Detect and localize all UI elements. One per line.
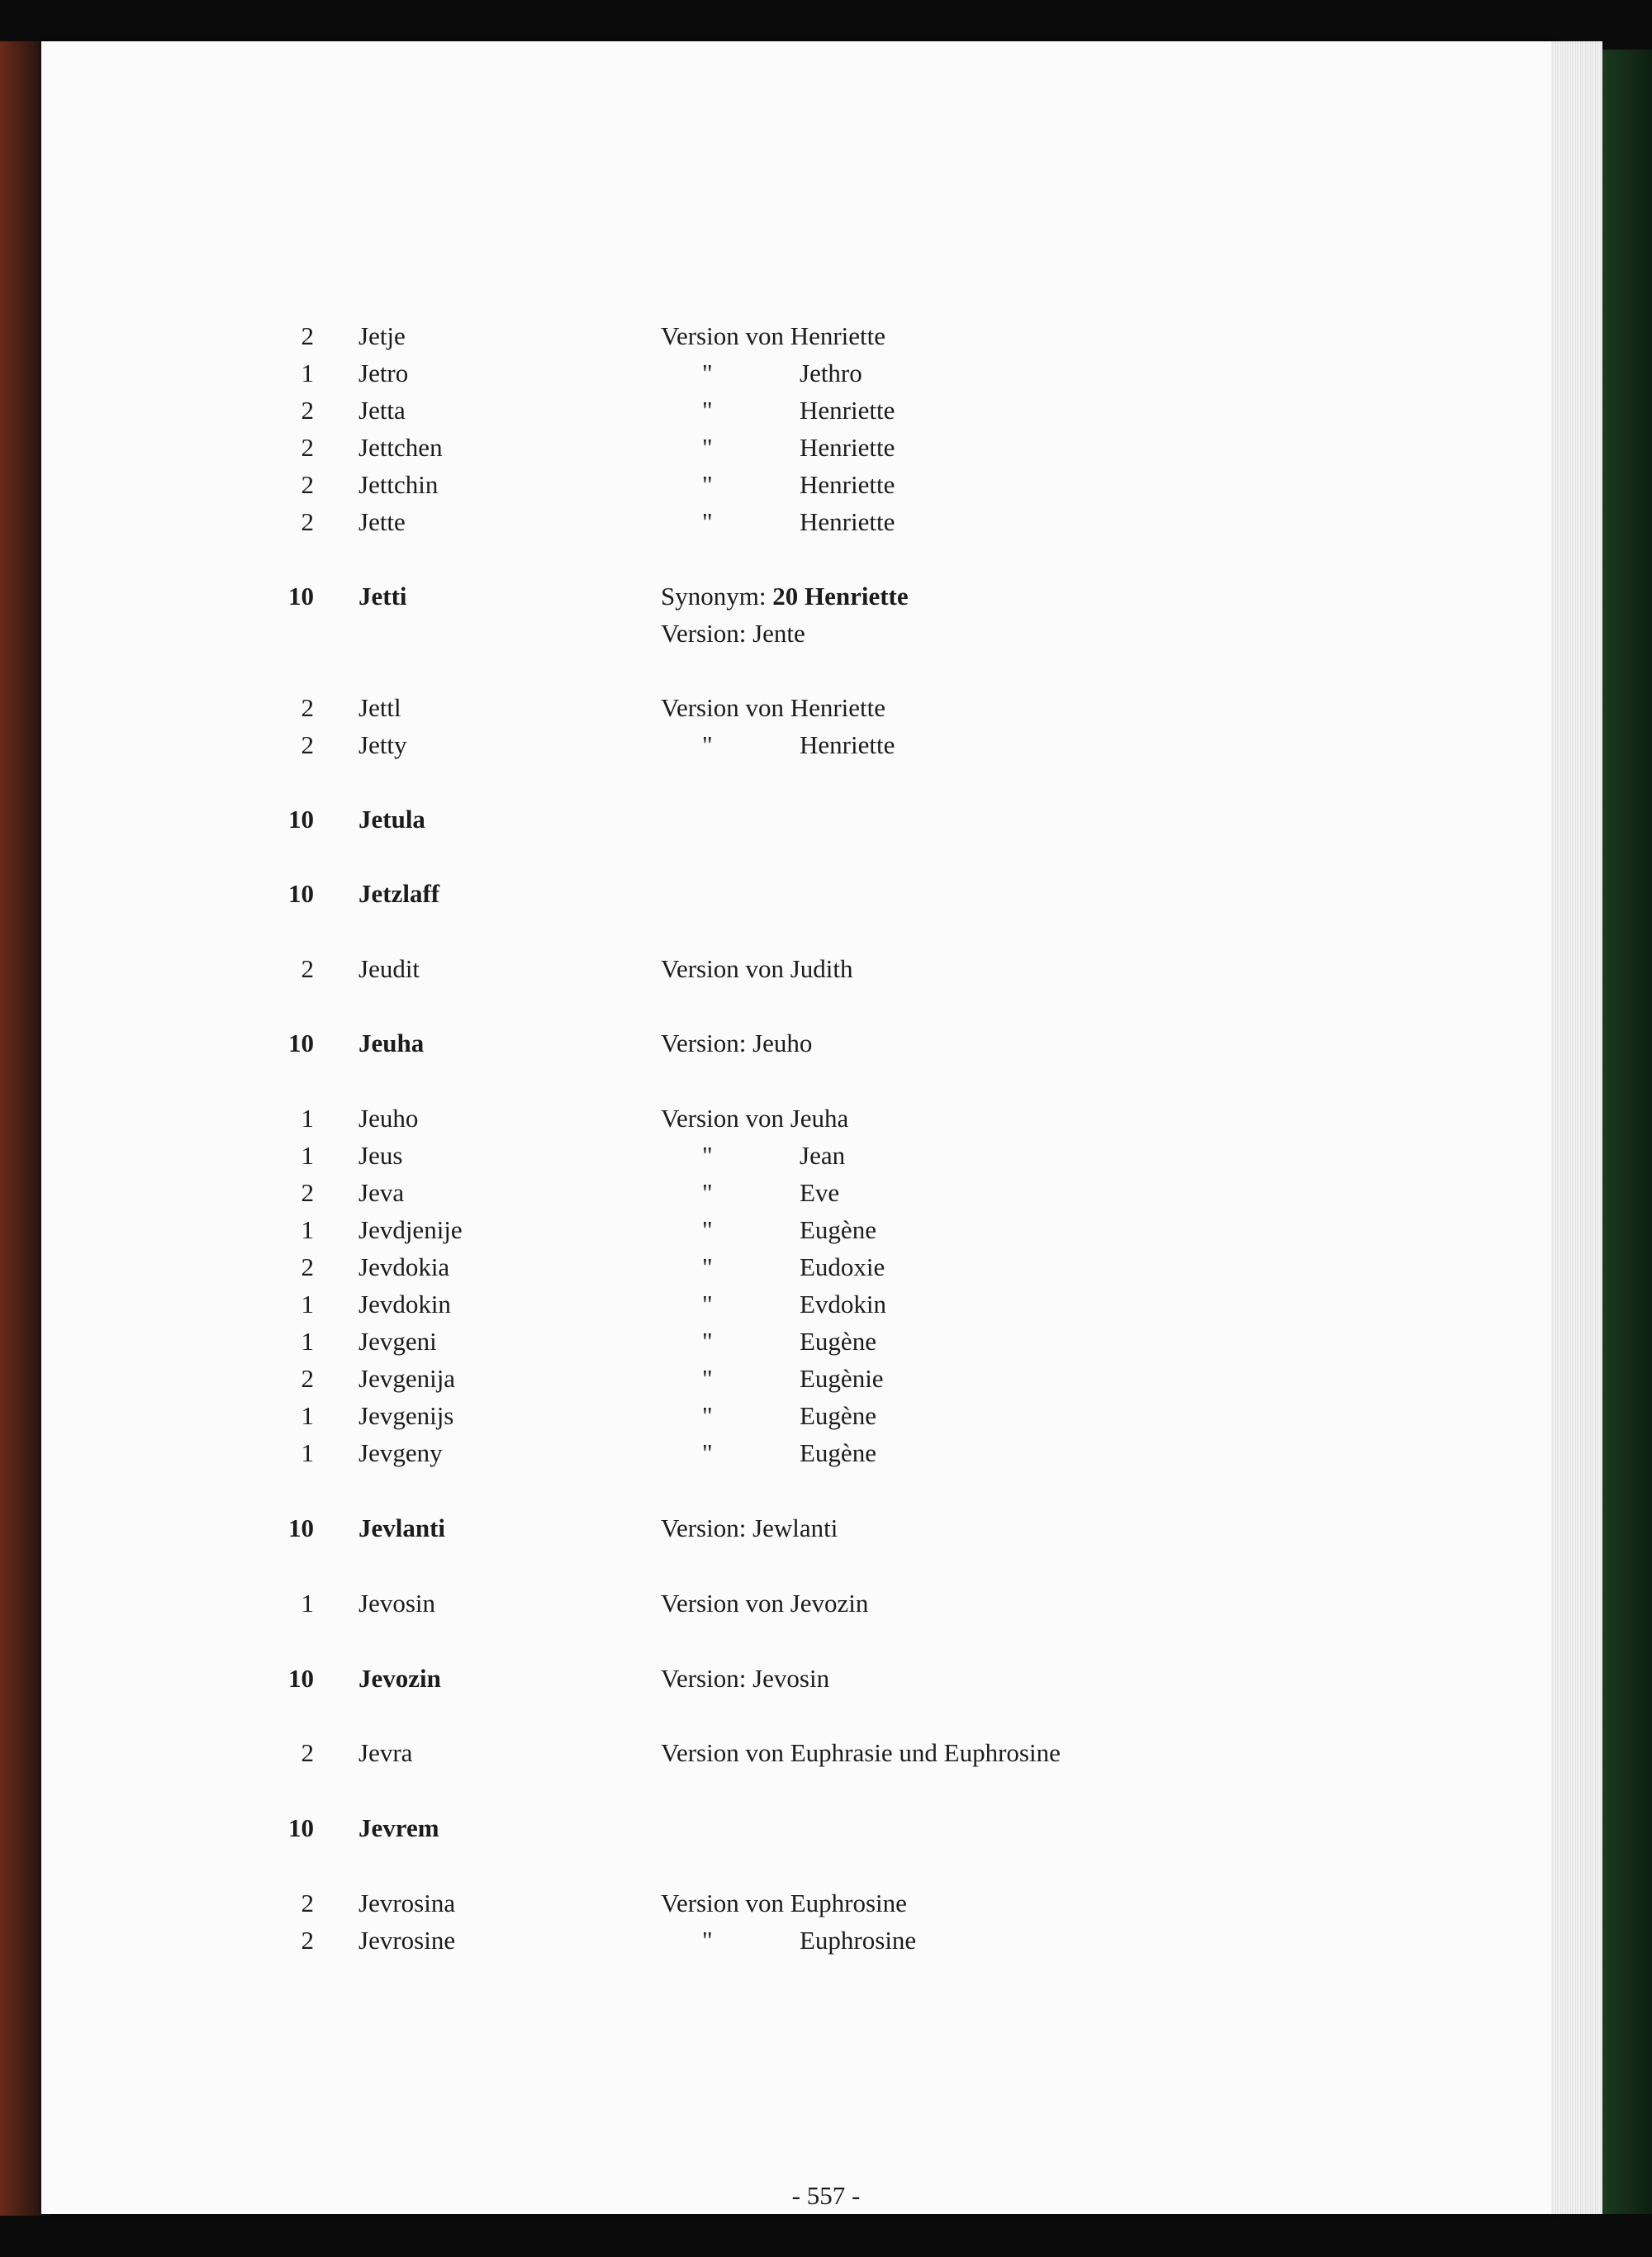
entry-reference: Euphrosine xyxy=(800,1926,917,1955)
entry-number: 2 xyxy=(301,954,314,983)
entry-reference: Henriette xyxy=(800,433,895,462)
entry-number: 1 xyxy=(301,1589,314,1618)
entry-name: Jevgenijs xyxy=(358,1401,454,1430)
entry-row xyxy=(0,503,1652,541)
entry-row xyxy=(0,1285,1652,1323)
entry-name: Jetro xyxy=(358,359,409,387)
entry-number: 2 xyxy=(301,1364,314,1393)
entry-description: Version: Jevosin xyxy=(661,1664,830,1693)
entry-description: Version: Jeuho xyxy=(661,1029,813,1057)
entry-row xyxy=(0,801,1652,839)
entry-row xyxy=(0,875,1652,913)
entry-row xyxy=(0,1734,1652,1772)
entry-number: 10 xyxy=(288,879,314,908)
entry-number: 2 xyxy=(301,433,314,462)
entry-row xyxy=(0,1211,1652,1249)
entry-row xyxy=(0,1884,1652,1922)
entry-reference: Evdokin xyxy=(800,1290,887,1319)
entry-row xyxy=(0,466,1652,504)
ditto-mark: " xyxy=(702,1252,713,1281)
ditto-mark: " xyxy=(702,730,713,759)
entry-row xyxy=(0,1660,1652,1698)
entry-reference: Eugène xyxy=(800,1401,876,1430)
entry-row xyxy=(0,950,1652,988)
entry-number: 10 xyxy=(288,582,314,611)
entry-name: Jevozin xyxy=(358,1664,441,1693)
entry-name: Jevlanti xyxy=(358,1513,446,1542)
entry-row xyxy=(0,1922,1652,1960)
ditto-mark: " xyxy=(702,433,713,462)
entry-name: Jeuha xyxy=(358,1029,425,1057)
entry-number: 1 xyxy=(301,1215,314,1244)
entry-description: Version von Jeuha xyxy=(661,1104,849,1133)
entry-name: Jeus xyxy=(358,1141,403,1170)
entry-reference: Eugènie xyxy=(800,1364,884,1393)
entry-name: Jetje xyxy=(358,321,406,350)
entry-number: 2 xyxy=(301,730,314,759)
entry-name: Jevrosine xyxy=(358,1926,456,1955)
entry-description: Version von Jevozin xyxy=(661,1589,869,1618)
ditto-mark: " xyxy=(702,396,713,425)
entry-name: Jevra xyxy=(358,1738,413,1767)
entry-name: Jeuho xyxy=(358,1104,419,1133)
entry-reference: Eudoxie xyxy=(800,1252,885,1281)
entry-number: 2 xyxy=(301,1926,314,1955)
entry-row xyxy=(0,1100,1652,1138)
entry-number: 10 xyxy=(288,1513,314,1542)
synonym-value: 20 Henriette xyxy=(772,582,909,611)
entry-name: Jette xyxy=(358,507,406,536)
ditto-mark: " xyxy=(702,1401,713,1430)
entry-name: Jetty xyxy=(358,730,407,759)
entry-number: 1 xyxy=(301,1141,314,1170)
entry-name: Jetula xyxy=(358,805,425,834)
entry-name: Jettchen xyxy=(358,433,443,462)
ditto-mark: " xyxy=(702,1141,713,1170)
entry-row xyxy=(0,317,1652,355)
entry-name: Jevgeni xyxy=(358,1327,437,1356)
entry-row xyxy=(0,1024,1652,1062)
entry-description: Version: Jente xyxy=(661,619,805,648)
entry-number: 1 xyxy=(301,359,314,387)
entry-row xyxy=(0,1174,1652,1212)
entry-row xyxy=(0,1137,1652,1175)
entry-synonym xyxy=(661,577,909,615)
entry-row xyxy=(0,429,1652,467)
ditto-mark: " xyxy=(702,359,713,387)
entry-name: Jevdjenije xyxy=(358,1215,463,1244)
entry-number: 10 xyxy=(288,1664,314,1693)
entry-name: Jevgeny xyxy=(358,1438,443,1467)
entry-reference: Jethro xyxy=(800,359,862,387)
entry-number: 1 xyxy=(301,1104,314,1133)
page-number: - 557 - xyxy=(791,2181,861,2210)
entry-number: 10 xyxy=(288,1029,314,1057)
entry-name: Jetti xyxy=(358,582,407,611)
entry-reference: Henriette xyxy=(800,470,895,499)
ditto-mark: " xyxy=(702,1290,713,1319)
entry-description: Version von Judith xyxy=(661,954,853,983)
entry-reference: Henriette xyxy=(800,507,895,536)
entry-reference: Eugène xyxy=(800,1438,876,1467)
entry-name: Jetzlaff xyxy=(358,879,440,908)
entry-number: 2 xyxy=(301,1738,314,1767)
ditto-mark: " xyxy=(702,1178,713,1207)
entry-row xyxy=(0,1809,1652,1847)
entry-reference: Eugène xyxy=(800,1327,876,1356)
ditto-mark: " xyxy=(702,1364,713,1393)
entry-row xyxy=(0,1323,1652,1361)
entry-name: Jevrosina xyxy=(358,1889,456,1917)
entry-number: 1 xyxy=(301,1401,314,1430)
entry-row xyxy=(0,1434,1652,1472)
synonym-label: Synonym: xyxy=(661,582,767,611)
ditto-mark: " xyxy=(702,507,713,536)
entry-reference: Henriette xyxy=(800,396,895,425)
entry-row xyxy=(0,1509,1652,1547)
entry-number: 2 xyxy=(301,396,314,425)
ditto-mark: " xyxy=(702,1926,713,1955)
ditto-mark: " xyxy=(702,1438,713,1467)
entry-number: 2 xyxy=(301,321,314,350)
entry-row xyxy=(0,1360,1652,1398)
entry-number: 1 xyxy=(301,1327,314,1356)
entry-description: Version von Henriette xyxy=(661,693,886,722)
entry-name: Jevrem xyxy=(358,1813,439,1842)
entry-name: Jevdokin xyxy=(358,1290,451,1319)
ditto-mark: " xyxy=(702,470,713,499)
entry-number: 2 xyxy=(301,507,314,536)
entry-number: 2 xyxy=(301,470,314,499)
entry-description: Version von Henriette xyxy=(661,321,886,350)
entry-row xyxy=(0,615,1652,653)
entry-row xyxy=(0,577,1652,615)
entry-number: 10 xyxy=(288,1813,314,1842)
entry-number: 2 xyxy=(301,693,314,722)
entry-row xyxy=(0,689,1652,727)
entry-description: Version von Euphrosine xyxy=(661,1889,907,1917)
ditto-mark: " xyxy=(702,1215,713,1244)
entry-name: Jevdokia xyxy=(358,1252,450,1281)
entry-number: 2 xyxy=(301,1889,314,1917)
entry-name: Jevosin xyxy=(358,1589,435,1618)
entry-number: 10 xyxy=(288,805,314,834)
entry-row xyxy=(0,392,1652,430)
entry-reference: Henriette xyxy=(800,730,895,759)
entry-name: Jeva xyxy=(358,1178,405,1207)
entry-description: Version: Jewlanti xyxy=(661,1513,838,1542)
entry-number: 2 xyxy=(301,1252,314,1281)
entry-row xyxy=(0,1397,1652,1435)
entry-reference: Jean xyxy=(800,1141,846,1170)
entry-row xyxy=(0,726,1652,764)
entry-row xyxy=(0,1248,1652,1286)
entry-row xyxy=(0,1585,1652,1623)
entry-row xyxy=(0,354,1652,392)
ditto-mark: " xyxy=(702,1327,713,1356)
entry-number: 2 xyxy=(301,1178,314,1207)
entry-name: Jettchin xyxy=(358,470,439,499)
entry-reference: Eve xyxy=(800,1178,840,1207)
entry-number: 1 xyxy=(301,1290,314,1319)
entry-description: Version von Euphrasie und Euphrosine xyxy=(661,1738,1061,1767)
entry-name: Jeudit xyxy=(358,954,420,983)
entry-reference: Eugène xyxy=(800,1215,876,1244)
entry-number: 1 xyxy=(301,1438,314,1467)
entry-name: Jetta xyxy=(358,396,406,425)
entry-name: Jevgenija xyxy=(358,1364,456,1393)
entry-name: Jettl xyxy=(358,693,401,722)
